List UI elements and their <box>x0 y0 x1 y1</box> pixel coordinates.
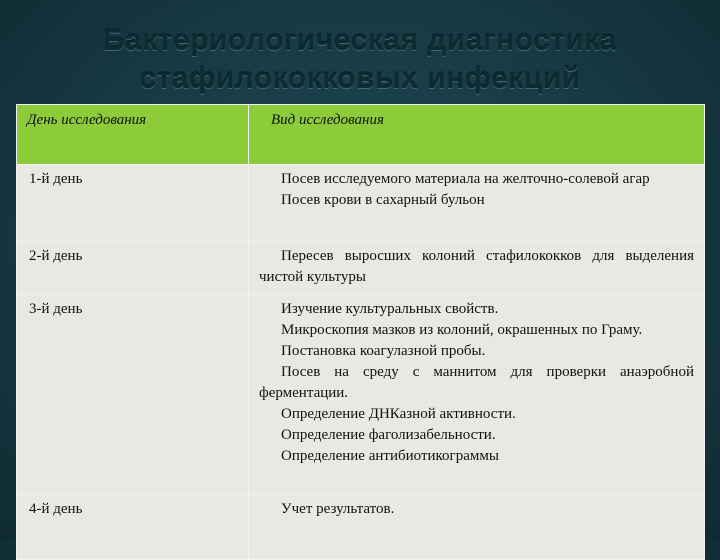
study-cell <box>249 242 705 295</box>
study-item: Посев на среду с маннитом для проверки анаэробной ферментации. <box>259 364 694 401</box>
study-item: Определение ДНКазной активности. <box>281 406 516 422</box>
title-line-2: стафилококковых инфекций <box>139 62 581 95</box>
header-study-type: Вид исследования <box>249 105 705 165</box>
study-item: Определение фаголизабельности. <box>281 427 496 443</box>
diagnostics-table <box>16 104 705 560</box>
table-row <box>17 242 705 295</box>
study-item: Учет результатов. <box>281 501 395 517</box>
table-row <box>17 295 705 495</box>
day-cell: 1-й день <box>17 165 249 242</box>
day-cell: 3-й день <box>17 295 249 495</box>
day-cell: 2-й день <box>17 242 249 295</box>
study-item: Постановка коагулазной пробы. <box>281 343 486 359</box>
table-row <box>17 495 705 560</box>
title-line-1: Бактериологическая диагностика <box>102 24 618 57</box>
study-item: Пересев выросших колоний стафилококков для выделения чистой культуры <box>259 248 694 285</box>
study-item: Определение антибиотикограммы <box>281 448 499 464</box>
study-item: Посев крови в сахарный бульон <box>281 192 485 208</box>
slide-title <box>0 22 720 98</box>
header-day: День исследования <box>17 105 249 165</box>
day-cell: 4-й день <box>17 495 249 560</box>
table-row <box>17 165 705 242</box>
study-item: Посев исследуемого материала на желточно-солевой агар <box>281 171 650 187</box>
study-item: Изучение культуральных свойств. <box>281 301 499 317</box>
study-cell <box>249 165 705 242</box>
study-cell <box>249 495 705 560</box>
study-item: Микроскопия мазков из колоний, окрашенных по Граму. <box>281 322 643 338</box>
table-header-row <box>17 105 705 165</box>
study-cell <box>249 295 705 495</box>
